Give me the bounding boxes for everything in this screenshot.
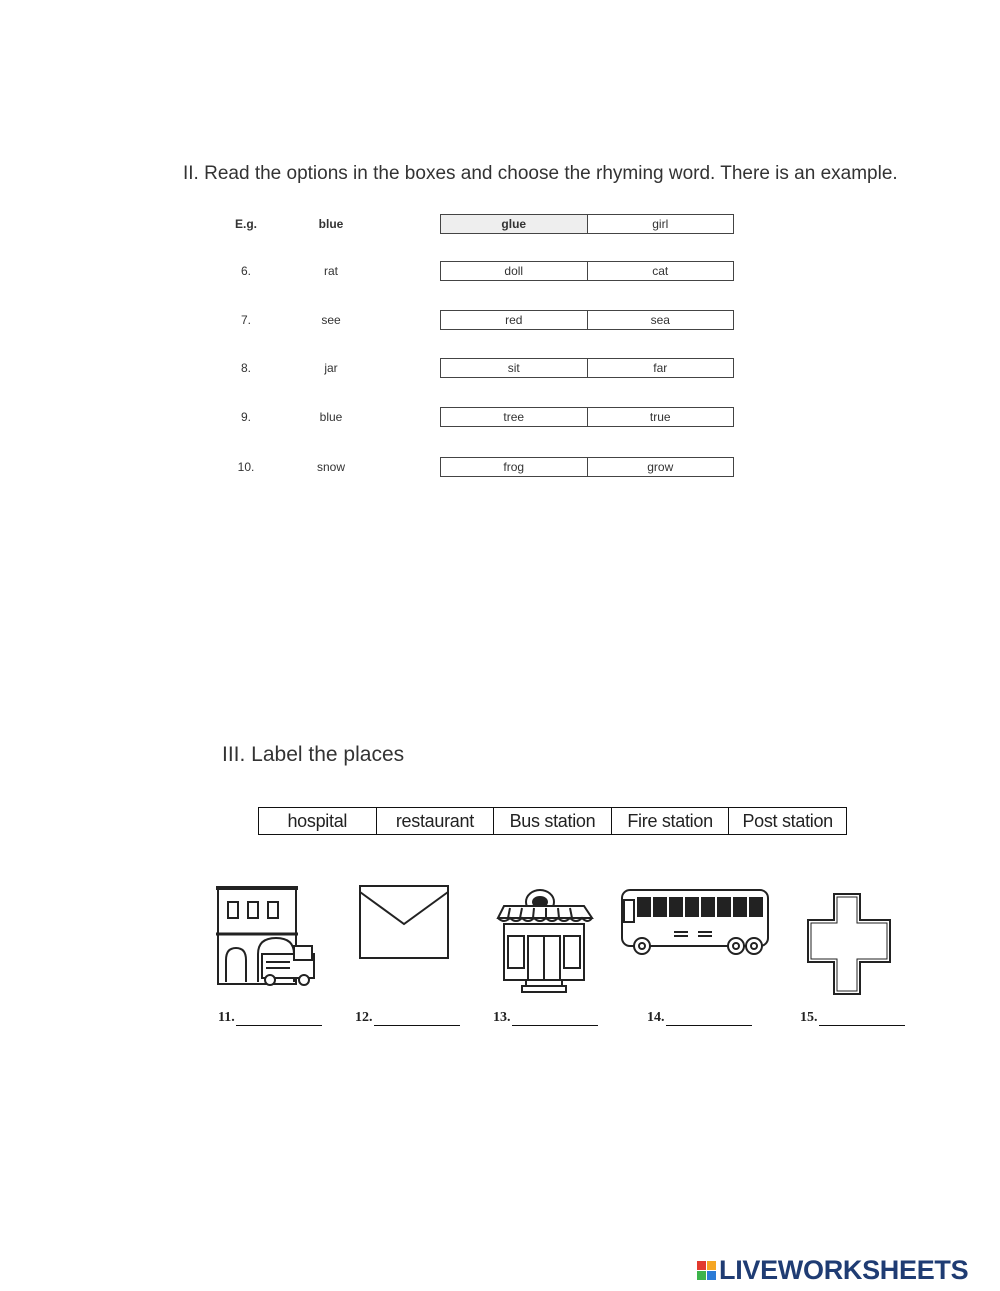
- row-number: E.g.: [234, 217, 257, 231]
- question-row-7: [0, 310, 1000, 330]
- option-2[interactable]: cat: [587, 262, 734, 280]
- option-1[interactable]: tree: [503, 410, 525, 424]
- answer-blank[interactable]: [819, 1011, 905, 1026]
- option-1[interactable]: sit: [507, 361, 520, 375]
- question-row-8: [0, 358, 1000, 378]
- liveworksheets-logo[interactable]: [697, 1255, 968, 1286]
- section-2-title: II. Read the options in the boxes and choose the rhyming word. There is an example.: [183, 163, 898, 184]
- row-number: 9.: [240, 410, 251, 424]
- logo-square-icon: [697, 1271, 706, 1280]
- option-1[interactable]: red: [505, 313, 523, 327]
- row-number: 7.: [240, 313, 251, 327]
- option-1[interactable]: glue: [441, 215, 587, 233]
- label-15: [800, 1010, 905, 1026]
- row-word: blue: [318, 217, 344, 231]
- answer-blank[interactable]: [512, 1011, 598, 1026]
- question-row-10: [0, 457, 1000, 477]
- example-row: [0, 214, 1000, 234]
- answer-blank[interactable]: [666, 1011, 752, 1026]
- row-word: rat: [323, 264, 338, 278]
- row-number: 10.: [237, 460, 255, 474]
- row-number: 8.: [240, 361, 251, 375]
- row-word: snow: [316, 460, 345, 474]
- option-2[interactable]: true: [587, 408, 734, 426]
- envelope-icon: [356, 882, 452, 962]
- logo-text: LIVEWORKSHEETS: [719, 1255, 969, 1285]
- option-2[interactable]: sea: [587, 311, 734, 329]
- hospital-cross-icon: [804, 890, 894, 996]
- word-bank: [258, 807, 847, 835]
- answer-blank[interactable]: [236, 1011, 322, 1026]
- options-box: [440, 310, 734, 330]
- row-word: blue: [319, 410, 343, 424]
- fire-station-icon: [214, 882, 320, 988]
- logo-mark-icon: [697, 1261, 716, 1280]
- answer-blank[interactable]: [374, 1011, 460, 1026]
- label-number: 14.: [647, 1010, 665, 1025]
- logo-square-icon: [707, 1261, 716, 1270]
- label-number: 11.: [218, 1010, 235, 1025]
- question-row-9: [0, 407, 1000, 427]
- word-bank-item: Fire station: [611, 808, 729, 834]
- options-box: [440, 407, 734, 427]
- option-2[interactable]: grow: [587, 458, 734, 476]
- label-number: 12.: [355, 1010, 373, 1025]
- option-2[interactable]: girl: [587, 215, 734, 233]
- row-word: see: [321, 313, 341, 327]
- options-box: [440, 214, 734, 234]
- row-word: jar: [324, 361, 338, 375]
- word-bank-item: Bus station: [493, 808, 611, 834]
- row-number: 6.: [240, 264, 251, 278]
- logo-square-icon: [707, 1271, 716, 1280]
- logo-square-icon: [697, 1261, 706, 1270]
- option-1[interactable]: frog: [503, 460, 525, 474]
- question-row-6: [0, 261, 1000, 281]
- options-box: [440, 261, 734, 281]
- restaurant-icon: [490, 880, 598, 994]
- option-2[interactable]: far: [587, 359, 734, 377]
- section-3-title: III. Label the places: [222, 743, 405, 766]
- label-13: [493, 1010, 598, 1026]
- word-bank-item: Post station: [728, 808, 846, 834]
- label-11: [218, 1010, 322, 1026]
- label-12: [355, 1010, 460, 1026]
- bus-icon: [618, 884, 774, 958]
- label-number: 15.: [800, 1010, 818, 1025]
- options-box: [440, 358, 734, 378]
- option-1[interactable]: doll: [504, 264, 524, 278]
- label-number: 13.: [493, 1010, 511, 1025]
- options-box: [440, 457, 734, 477]
- label-14: [647, 1010, 752, 1026]
- word-bank-item: restaurant: [376, 808, 494, 834]
- word-bank-item: hospital: [287, 811, 348, 831]
